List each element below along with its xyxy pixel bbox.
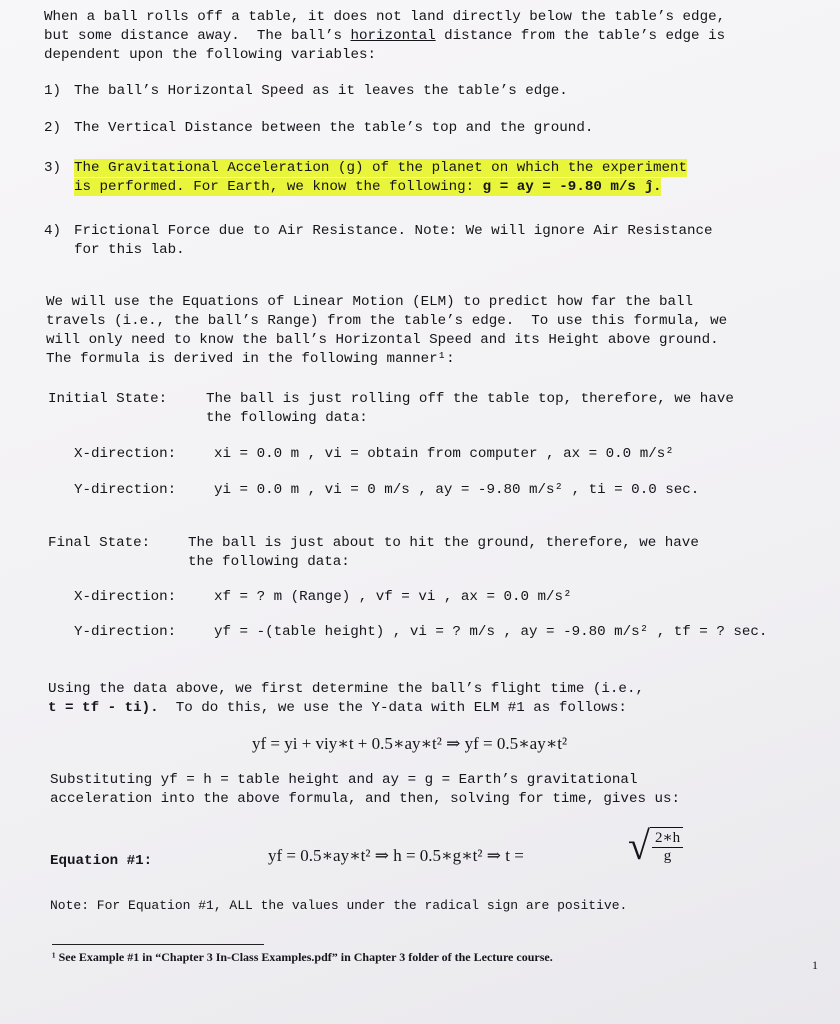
- paragraph-line: travels (i.e., the ball’s Range) from the table’s edge. To use this formula, we: [46, 313, 728, 329]
- equation-1-radical: [628, 823, 683, 868]
- variable-item-2: [44, 119, 814, 138]
- desc-line: the following data:: [206, 410, 368, 426]
- item-text: The Vertical Distance between the table’s top and the ground.: [74, 120, 594, 136]
- initial-x-label: X-direction:: [74, 446, 177, 462]
- underlined-word: horizontal: [350, 28, 436, 44]
- highlighted-text: is performed. For Earth, we know the following:: [74, 179, 483, 195]
- equation-1-label: Equation #1:: [50, 853, 153, 869]
- radical-icon: √: [628, 823, 650, 868]
- paragraph-line: Substituting yf = h = table height and ay = g = Earth’s gravitational: [50, 772, 638, 788]
- initial-state-desc: [206, 390, 734, 428]
- desc-line: The ball is just rolling off the table top, therefore, we have: [206, 391, 734, 407]
- desc-line: The ball is just about to hit the ground, therefore, we have: [188, 535, 699, 551]
- initial-y-data: yi = 0.0 m , vi = 0 m/s , ay = -9.80 m/s² , ti = 0.0 sec.: [214, 482, 700, 498]
- paragraph-line: will only need to know the ball’s Horizontal Speed and its Height above ground.: [46, 332, 719, 348]
- footnote-divider: [52, 944, 264, 945]
- intro-line-2-end: distance from the table’s edge is: [435, 28, 726, 44]
- item-number: 4): [44, 223, 62, 239]
- intro-line-2: but some distance away. The ball’s: [44, 28, 351, 44]
- final-y-data: yf = -(table height) , vi = ? m/s , ay = -9.80 m/s² , tf = ? sec.: [214, 624, 768, 640]
- fraction-numerator: 2∗h: [652, 828, 683, 848]
- item-text: for this lab.: [74, 242, 185, 258]
- item-text: The ball’s Horizontal Speed as it leaves the table’s edge.: [74, 83, 568, 99]
- flight-time-paragraph: [48, 680, 644, 718]
- intro-paragraph: [44, 8, 725, 65]
- paragraph-line: To do this, we use the Y-data with ELM #1 as follows:: [158, 700, 627, 716]
- equation-1-lhs: yf = 0.5∗ay∗t² ⇒ h = 0.5∗g∗t² ⇒ t =: [268, 846, 524, 865]
- substitution-paragraph: [50, 771, 680, 809]
- time-definition: t = tf - ti).: [48, 700, 159, 716]
- final-state-desc: [188, 534, 699, 572]
- final-state-label: Final State:: [48, 535, 151, 551]
- item-number: 2): [44, 120, 62, 136]
- final-x-label: X-direction:: [74, 589, 177, 605]
- fraction-denominator: g: [663, 848, 672, 864]
- paragraph-line: The formula is derived in the following manner¹:: [46, 351, 455, 367]
- item-number: 3): [44, 160, 62, 176]
- page-number: 1: [812, 958, 818, 972]
- variable-item-1: [44, 82, 814, 101]
- paragraph-line: Using the data above, we first determine the ball’s flight time (i.e.,: [48, 681, 644, 697]
- footnote: ¹ See Example #1 in “Chapter 3 In-Class Examples.pdf” in Chapter 3 folder of the Lecture course.: [52, 950, 553, 964]
- elm-equation: yf = yi + viy∗t + 0.5∗ay∗t² ⇒ yf = 0.5∗ay∗t²: [252, 734, 568, 753]
- elm-paragraph: [46, 293, 727, 369]
- initial-state-label: Initial State:: [48, 391, 168, 407]
- intro-line-3: dependent upon the following variables:: [44, 47, 377, 63]
- paragraph-line: acceleration into the above formula, and then, solving for time, gives us:: [50, 791, 681, 807]
- intro-line-1: When a ball rolls off a table, it does not land directly below the table’s edge,: [44, 9, 726, 25]
- highlighted-text: The Gravitational Acceleration (g) of the planet on which the experiment: [74, 160, 687, 176]
- initial-y-label: Y-direction:: [74, 482, 177, 498]
- paragraph-line: We will use the Equations of Linear Motion (ELM) to predict how far the ball: [46, 294, 694, 310]
- desc-line: the following data:: [188, 554, 350, 570]
- note-text: Note: For Equation #1, ALL the values under the radical sign are positive.: [50, 898, 628, 913]
- final-x-data: xf = ? m (Range) , vf = vi , ax = 0.0 m/s²: [214, 589, 572, 605]
- gravity-vector: g = ay = -9.80 m/s ĵ.: [482, 179, 662, 195]
- initial-x-data: xi = 0.0 m , vi = obtain from computer , ax = 0.0 m/s²: [214, 446, 674, 462]
- variable-item-4: [44, 222, 814, 260]
- item-number: 1): [44, 83, 62, 99]
- item-text: Frictional Force due to Air Resistance. Note: We will ignore Air Resistance: [74, 223, 713, 239]
- variable-item-3: [44, 159, 814, 197]
- final-y-label: Y-direction:: [74, 624, 177, 640]
